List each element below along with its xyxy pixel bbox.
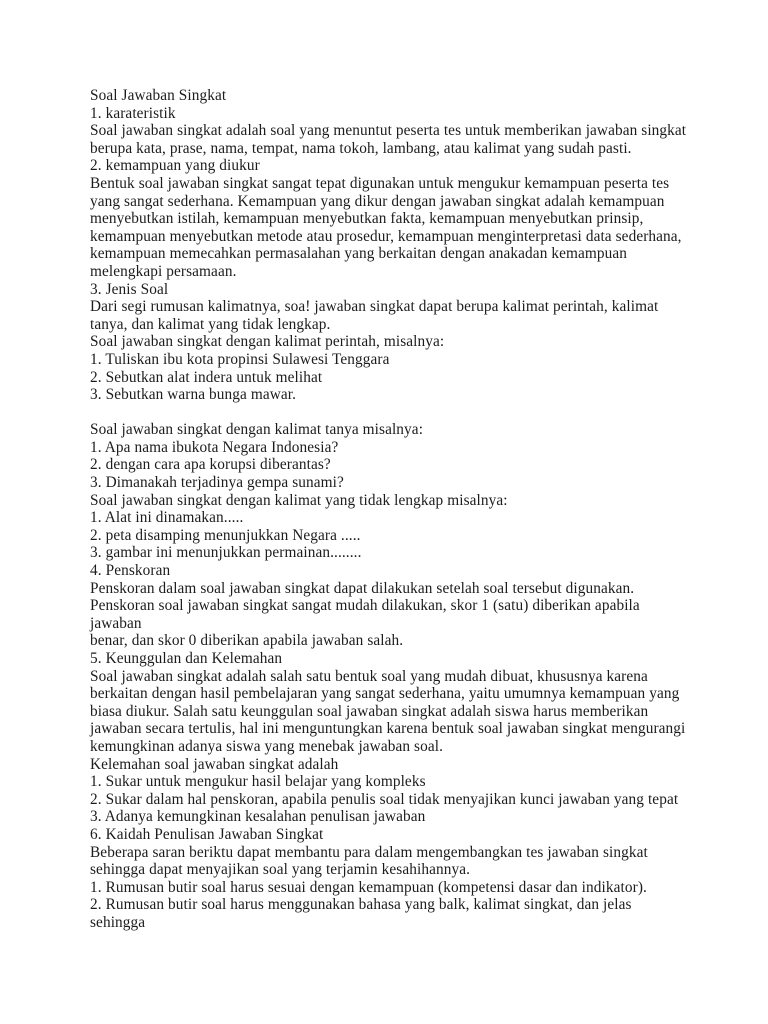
document-line: 1. Alat ini dinamakan.....	[90, 509, 244, 527]
document-line: 1. Sukar untuk mengukur hasil belajar yang kompleks	[90, 773, 426, 791]
document-line: biasa diukur. Salah satu keunggulan soal jawaban singkat adalah siswa harus memberikan	[90, 702, 649, 720]
document-line: sehingga dapat menyajikan soal yang terjamin kesahihannya.	[90, 861, 471, 879]
document-line: Kelemahan soal jawaban singkat adalah	[90, 755, 339, 773]
document-line: 3. Adanya kemungkinan kesalahan penulisan jawaban	[90, 808, 426, 826]
document-line: yang sangat sederhana. Kemampuan yang dikur dengan jawaban singkat adalah kemampuan	[90, 192, 665, 210]
document-line: berupa kata, prase, nama, tempat, nama tokoh, lambang, atau kalimat yang sudah pasti.	[90, 139, 632, 157]
document-line: 3. gambar ini menunjukkan permainan........	[90, 544, 362, 562]
document-line: 3. Sebutkan warna bunga mawar.	[90, 386, 297, 404]
document-line: 2. Sukar dalam hal penskoran, apabila penulis soal tidak menyajikan kunci jawaban yang tepat	[90, 790, 679, 808]
document-line: Beberapa saran beriktu dapat membantu para dalam mengembangkan tes jawaban singkat	[90, 843, 648, 861]
document-line: Bentuk soal jawaban singkat sangat tepat digunakan untuk mengukur kemampuan peserta tes	[90, 174, 670, 192]
document-line: kemampuan menyebutkan metode atau prosedur, kemampuan menginterpretasi data sederhana,	[90, 227, 682, 245]
document-line: tanya, dan kalimat yang tidak lengkap.	[90, 315, 331, 333]
document-line: 5. Keunggulan dan Kelemahan	[90, 650, 283, 667]
document-line: 6. Kaidah Penulisan Jawaban Singkat	[90, 825, 324, 843]
document-line: Soal jawaban singkat dengan kalimat tanya misalnya:	[90, 421, 424, 439]
document-line: benar, dan skor 0 diberikan apabila jawaban salah.	[90, 632, 404, 650]
document-line: 2. peta disamping menunjukkan Negara .....	[90, 526, 361, 544]
document-line: 2. Sebutkan alat indera untuk melihat	[90, 368, 323, 386]
document-line: Soal jawaban singkat dengan kalimat perintah, misalnya:	[90, 333, 445, 351]
document-line: kemungkinan adanya siswa yang menebak jawaban soal.	[90, 737, 443, 755]
document-line: berkaitan dengan hasil pembelajaran yang sangat sederhana, yaitu umumnya kemampuan yang	[90, 685, 680, 703]
document-line: menyebutkan istilah, kemampuan menyebutkan fakta, kemampuan menyebutkan prinsip,	[90, 210, 644, 228]
document-title-line: Soal Jawaban Singkat	[90, 87, 227, 104]
document-line: melengkapi persamaan.	[90, 262, 237, 280]
document-line: Dari segi rumusan kalimatnya, soa! jawaban singkat dapat berupa kalimat perintah, kalimat	[90, 298, 659, 316]
document-line: 1. karateristik	[90, 104, 176, 122]
document-line: Soal jawaban singkat adalah soal yang menuntut peserta tes untuk memberikan jawaban singkat	[90, 122, 687, 140]
document-line: Penskoran dalam soal jawaban singkat dapat dilakukan setelah soal tersebut digunakan.	[90, 579, 635, 597]
document-line: Penskoran soal jawaban singkat sangat mudah dilakukan, skor 1 (satu) diberikan apabila jawaban	[90, 597, 644, 632]
document-line: jawaban secara tertulis, hal ini menguntungkan karena bentuk soal jawaban singkat mengurangi	[90, 720, 686, 738]
document-line: Soal jawaban singkat dengan kalimat yang tidak lengkap misalnya:	[90, 491, 508, 509]
document-line	[90, 404, 690, 422]
document-line: 3. Jenis Soal	[90, 280, 169, 298]
document-line: 3. Dimanakah terjadinya gempa sunami?	[90, 474, 344, 492]
document-line: 1. Tuliskan ibu kota propinsi Sulawesi Tenggara	[90, 350, 390, 368]
document-line: 1. Rumusan butir soal harus sesuai dengan kemampuan (kompetensi dasar dan indikator).	[90, 878, 647, 896]
document-line: 2. dengan cara apa korupsi diberantas?	[90, 456, 331, 474]
document-line: Soal jawaban singkat adalah salah satu bentuk soal yang mudah dibuat, khususnya karena	[90, 667, 648, 685]
document-line: 2. kemampuan yang diukur	[90, 157, 260, 175]
document-line: 2. Rumusan butir soal harus menggunakan bahasa yang balk, kalimat singkat, dan jelas sehingga	[90, 896, 636, 931]
document-line: 1. Apa nama ibukota Negara Indonesia?	[90, 438, 339, 456]
document-line: 4. Penskoran	[90, 562, 171, 580]
document-line: kemampuan memecahkan permasalahan yang berkaitan dengan anakadan kemampuan	[90, 245, 628, 263]
